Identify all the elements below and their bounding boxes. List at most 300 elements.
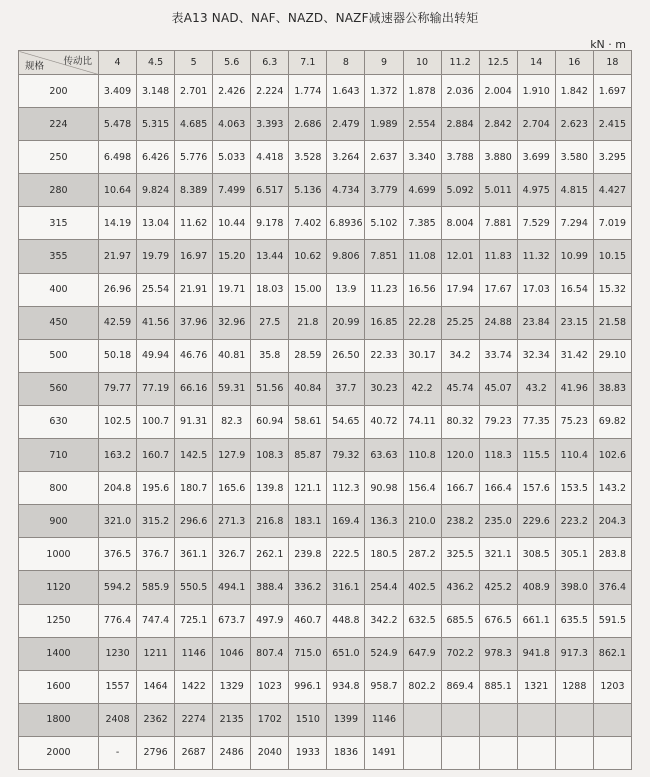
- torque-value-cell: 1146: [175, 637, 213, 670]
- torque-value-cell: 22.28: [403, 306, 441, 339]
- table-row: [19, 637, 632, 670]
- torque-value-cell: 79.77: [99, 372, 137, 405]
- torque-value-cell: 27.5: [251, 306, 289, 339]
- torque-value-cell: 2486: [213, 736, 251, 769]
- torque-value-cell: 308.5: [517, 538, 555, 571]
- torque-value-cell: 376.7: [137, 538, 175, 571]
- spec-cell: 1000: [19, 538, 99, 571]
- spec-cell: 710: [19, 439, 99, 472]
- torque-value-cell: 585.9: [137, 571, 175, 604]
- torque-value-cell: 10.44: [213, 207, 251, 240]
- spec-cell: 1250: [19, 604, 99, 637]
- torque-value-cell: 2362: [137, 703, 175, 736]
- spec-cell: 280: [19, 174, 99, 207]
- table-row: [19, 538, 632, 571]
- spec-cell: 200: [19, 75, 99, 108]
- torque-value-cell: 2.415: [593, 108, 631, 141]
- torque-value-cell: 5.776: [175, 141, 213, 174]
- torque-value-cell: 24.88: [479, 306, 517, 339]
- header-corner-cell: [19, 51, 99, 75]
- torque-value-cell: [441, 703, 479, 736]
- torque-value-cell: 5.092: [441, 174, 479, 207]
- spec-cell: 450: [19, 306, 99, 339]
- torque-value-cell: 30.17: [403, 339, 441, 372]
- torque-value-cell: 1510: [289, 703, 327, 736]
- torque-value-cell: 210.0: [403, 505, 441, 538]
- torque-value-cell: 676.5: [479, 604, 517, 637]
- torque-value-cell: 10.15: [593, 240, 631, 273]
- ratio-header-cell: 11.2: [441, 51, 479, 75]
- torque-value-cell: 32.96: [213, 306, 251, 339]
- torque-value-cell: 183.1: [289, 505, 327, 538]
- spec-cell: 250: [19, 141, 99, 174]
- table-row: [19, 339, 632, 372]
- table-row: [19, 174, 632, 207]
- torque-value-cell: 17.03: [517, 273, 555, 306]
- torque-value-cell: 25.25: [441, 306, 479, 339]
- torque-value-cell: 2.426: [213, 75, 251, 108]
- torque-value-cell: 15.00: [289, 273, 327, 306]
- torque-value-cell: 594.2: [99, 571, 137, 604]
- torque-value-cell: 13.9: [327, 273, 365, 306]
- spec-cell: 630: [19, 405, 99, 438]
- torque-value-cell: 9.178: [251, 207, 289, 240]
- torque-value-cell: 316.1: [327, 571, 365, 604]
- torque-value-cell: 2.224: [251, 75, 289, 108]
- ratio-header-cell: 4.5: [137, 51, 175, 75]
- ratio-header-cell: 5.6: [213, 51, 251, 75]
- spec-cell: 1400: [19, 637, 99, 670]
- torque-value-cell: 7.499: [213, 174, 251, 207]
- table-row: [19, 571, 632, 604]
- torque-value-cell: 3.409: [99, 75, 137, 108]
- torque-value-cell: 5.136: [289, 174, 327, 207]
- torque-value-cell: 3.340: [403, 141, 441, 174]
- torque-value-cell: 254.4: [365, 571, 403, 604]
- torque-value-cell: 2.637: [365, 141, 403, 174]
- torque-value-cell: 1.774: [289, 75, 327, 108]
- spec-cell: 560: [19, 372, 99, 405]
- torque-value-cell: 51.56: [251, 372, 289, 405]
- torque-value-cell: 6.8936: [327, 207, 365, 240]
- torque-value-cell: 1422: [175, 670, 213, 703]
- torque-value-cell: [517, 703, 555, 736]
- torque-value-cell: 26.96: [99, 273, 137, 306]
- torque-value-cell: 222.5: [327, 538, 365, 571]
- torque-value-cell: 336.2: [289, 571, 327, 604]
- torque-value-cell: 958.7: [365, 670, 403, 703]
- torque-value-cell: 19.71: [213, 273, 251, 306]
- torque-value-cell: 40.81: [213, 339, 251, 372]
- torque-value-cell: 40.84: [289, 372, 327, 405]
- torque-value-cell: [555, 703, 593, 736]
- ratio-header-cell: 16: [555, 51, 593, 75]
- torque-value-cell: 1023: [251, 670, 289, 703]
- torque-value-cell: 12.01: [441, 240, 479, 273]
- torque-value-cell: 283.8: [593, 538, 631, 571]
- torque-value-cell: 1.989: [365, 108, 403, 141]
- table-row: [19, 472, 632, 505]
- spec-header-label: 规格: [25, 61, 45, 72]
- unit-label: kN · m: [590, 38, 626, 51]
- torque-value-cell: 1.697: [593, 75, 631, 108]
- torque-value-cell: 46.76: [175, 339, 213, 372]
- ratio-header-cell: 6.3: [251, 51, 289, 75]
- torque-value-cell: 635.5: [555, 604, 593, 637]
- torque-value-cell: 2.704: [517, 108, 555, 141]
- torque-value-cell: 2135: [213, 703, 251, 736]
- torque-value-cell: 21.8: [289, 306, 327, 339]
- torque-value-cell: 69.82: [593, 405, 631, 438]
- torque-value-cell: 941.8: [517, 637, 555, 670]
- torque-value-cell: 85.87: [289, 439, 327, 472]
- torque-value-cell: 448.8: [327, 604, 365, 637]
- torque-value-cell: 2.623: [555, 108, 593, 141]
- torque-value-cell: 1146: [365, 703, 403, 736]
- torque-value-cell: 10.62: [289, 240, 327, 273]
- torque-value-cell: 1.878: [403, 75, 441, 108]
- torque-value-cell: 166.7: [441, 472, 479, 505]
- torque-value-cell: 239.8: [289, 538, 327, 571]
- torque-value-cell: 21.58: [593, 306, 631, 339]
- torque-value-cell: 59.31: [213, 372, 251, 405]
- torque-value-cell: 35.8: [251, 339, 289, 372]
- torque-value-cell: 223.2: [555, 505, 593, 538]
- torque-value-cell: 49.94: [137, 339, 175, 372]
- torque-value-cell: 42.2: [403, 372, 441, 405]
- torque-value-cell: 16.85: [365, 306, 403, 339]
- torque-value-cell: 229.6: [517, 505, 555, 538]
- torque-value-cell: 37.7: [327, 372, 365, 405]
- torque-value-cell: 2.554: [403, 108, 441, 141]
- torque-value-cell: 139.8: [251, 472, 289, 505]
- torque-value-cell: 32.34: [517, 339, 555, 372]
- spec-cell: 1600: [19, 670, 99, 703]
- torque-value-cell: 75.23: [555, 405, 593, 438]
- torque-value-cell: 321.1: [479, 538, 517, 571]
- torque-value-cell: 7.402: [289, 207, 327, 240]
- torque-value-cell: 3.148: [137, 75, 175, 108]
- spec-cell: 315: [19, 207, 99, 240]
- torque-value-cell: 408.9: [517, 571, 555, 604]
- table-row: [19, 372, 632, 405]
- torque-value-cell: 102.6: [593, 439, 631, 472]
- torque-value-cell: 163.2: [99, 439, 137, 472]
- torque-value-cell: 3.880: [479, 141, 517, 174]
- torque-value-cell: [517, 736, 555, 769]
- torque-value-cell: 934.8: [327, 670, 365, 703]
- torque-value-cell: 9.824: [137, 174, 175, 207]
- torque-value-cell: 136.3: [365, 505, 403, 538]
- torque-value-cell: [403, 736, 441, 769]
- torque-value-cell: 204.3: [593, 505, 631, 538]
- table-title: 表A13 NAD、NAF、NAZD、NAZF减速器公称输出转矩: [171, 11, 479, 25]
- torque-value-cell: 342.2: [365, 604, 403, 637]
- torque-value-cell: 1211: [137, 637, 175, 670]
- torque-value-cell: 79.23: [479, 405, 517, 438]
- torque-value-cell: 4.815: [555, 174, 593, 207]
- torque-value-cell: 5.033: [213, 141, 251, 174]
- ratio-header-cell: 5: [175, 51, 213, 75]
- torque-value-cell: 685.5: [441, 604, 479, 637]
- torque-value-cell: 180.7: [175, 472, 213, 505]
- torque-value-cell: [555, 736, 593, 769]
- torque-value-cell: 90.98: [365, 472, 403, 505]
- torque-value-cell: 3.580: [555, 141, 593, 174]
- torque-value-cell: 216.8: [251, 505, 289, 538]
- torque-value-cell: 37.96: [175, 306, 213, 339]
- spec-cell: 800: [19, 472, 99, 505]
- table-row: [19, 405, 632, 438]
- torque-value-cell: 2.479: [327, 108, 365, 141]
- torque-value-cell: 108.3: [251, 439, 289, 472]
- torque-value-cell: 160.7: [137, 439, 175, 472]
- torque-value-cell: 271.3: [213, 505, 251, 538]
- torque-value-cell: 60.94: [251, 405, 289, 438]
- torque-value-cell: 702.2: [441, 637, 479, 670]
- torque-value-cell: 1329: [213, 670, 251, 703]
- torque-value-cell: 11.83: [479, 240, 517, 273]
- torque-value-cell: 66.16: [175, 372, 213, 405]
- torque-value-cell: 33.74: [479, 339, 517, 372]
- spec-cell: 224: [19, 108, 99, 141]
- torque-value-cell: 20.99: [327, 306, 365, 339]
- torque-value-cell: 115.5: [517, 439, 555, 472]
- torque-value-cell: 22.33: [365, 339, 403, 372]
- torque-table: [18, 50, 632, 770]
- torque-value-cell: 917.3: [555, 637, 593, 670]
- torque-value-cell: 647.9: [403, 637, 441, 670]
- torque-value-cell: 1230: [99, 637, 137, 670]
- ratio-header-cell: 12.5: [479, 51, 517, 75]
- torque-value-cell: 1.643: [327, 75, 365, 108]
- torque-value-cell: 10.64: [99, 174, 137, 207]
- torque-value-cell: 3.788: [441, 141, 479, 174]
- torque-value-cell: 11.32: [517, 240, 555, 273]
- table-row: [19, 207, 632, 240]
- torque-value-cell: 1933: [289, 736, 327, 769]
- torque-value-cell: 978.3: [479, 637, 517, 670]
- torque-value-cell: 38.83: [593, 372, 631, 405]
- torque-value-cell: 1836: [327, 736, 365, 769]
- torque-value-cell: 673.7: [213, 604, 251, 637]
- torque-value-cell: 19.79: [137, 240, 175, 273]
- torque-value-cell: 26.50: [327, 339, 365, 372]
- torque-value-cell: 4.734: [327, 174, 365, 207]
- torque-value-cell: 112.3: [327, 472, 365, 505]
- torque-value-cell: 651.0: [327, 637, 365, 670]
- torque-value-cell: 869.4: [441, 670, 479, 703]
- torque-value-cell: 23.84: [517, 306, 555, 339]
- torque-value-cell: 7.019: [593, 207, 631, 240]
- table-row: [19, 670, 632, 703]
- torque-value-cell: 436.2: [441, 571, 479, 604]
- torque-value-cell: [479, 703, 517, 736]
- torque-value-cell: 28.59: [289, 339, 327, 372]
- torque-value-cell: 120.0: [441, 439, 479, 472]
- torque-value-cell: 16.56: [403, 273, 441, 306]
- torque-value-cell: 31.42: [555, 339, 593, 372]
- torque-value-cell: 6.426: [137, 141, 175, 174]
- ratio-header-cell: 14: [517, 51, 555, 75]
- torque-value-cell: 142.5: [175, 439, 213, 472]
- torque-value-cell: 1702: [251, 703, 289, 736]
- torque-value-cell: 41.96: [555, 372, 593, 405]
- torque-value-cell: 996.1: [289, 670, 327, 703]
- torque-value-cell: 321.0: [99, 505, 137, 538]
- ratio-header-cell: 7.1: [289, 51, 327, 75]
- torque-value-cell: 315.2: [137, 505, 175, 538]
- torque-value-cell: 524.9: [365, 637, 403, 670]
- torque-value-cell: 1.372: [365, 75, 403, 108]
- torque-value-cell: 41.56: [137, 306, 175, 339]
- torque-value-cell: 388.4: [251, 571, 289, 604]
- table-row: [19, 505, 632, 538]
- torque-value-cell: 661.1: [517, 604, 555, 637]
- table-row: [19, 439, 632, 472]
- torque-value-cell: 58.61: [289, 405, 327, 438]
- torque-value-cell: 11.23: [365, 273, 403, 306]
- torque-value-cell: 156.4: [403, 472, 441, 505]
- table-row: [19, 273, 632, 306]
- torque-value-cell: 180.5: [365, 538, 403, 571]
- torque-value-cell: 305.1: [555, 538, 593, 571]
- torque-value-cell: 25.54: [137, 273, 175, 306]
- torque-value-cell: 235.0: [479, 505, 517, 538]
- torque-value-cell: 1203: [593, 670, 631, 703]
- spec-cell: 900: [19, 505, 99, 538]
- torque-value-cell: 2.004: [479, 75, 517, 108]
- torque-value-cell: 325.5: [441, 538, 479, 571]
- torque-value-cell: 91.31: [175, 405, 213, 438]
- torque-value-cell: 7.294: [555, 207, 593, 240]
- torque-value-cell: 10.99: [555, 240, 593, 273]
- torque-value-cell: 3.779: [365, 174, 403, 207]
- torque-value-cell: [593, 736, 631, 769]
- torque-value-cell: 3.295: [593, 141, 631, 174]
- torque-value-cell: 3.528: [289, 141, 327, 174]
- spec-cell: 2000: [19, 736, 99, 769]
- torque-value-cell: 5.478: [99, 108, 137, 141]
- torque-value-cell: 14.19: [99, 207, 137, 240]
- torque-value-cell: 376.4: [593, 571, 631, 604]
- torque-value-cell: 4.685: [175, 108, 213, 141]
- torque-value-cell: 11.08: [403, 240, 441, 273]
- torque-value-cell: 110.4: [555, 439, 593, 472]
- torque-value-cell: [593, 703, 631, 736]
- header-row: [19, 51, 632, 75]
- torque-value-cell: 376.5: [99, 538, 137, 571]
- torque-value-cell: 2.686: [289, 108, 327, 141]
- spec-cell: 500: [19, 339, 99, 372]
- torque-value-cell: 40.72: [365, 405, 403, 438]
- torque-value-cell: 425.2: [479, 571, 517, 604]
- torque-value-cell: 143.2: [593, 472, 631, 505]
- torque-value-cell: 77.19: [137, 372, 175, 405]
- ratio-header-cell: 4: [99, 51, 137, 75]
- torque-value-cell: 3.699: [517, 141, 555, 174]
- torque-value-cell: 45.74: [441, 372, 479, 405]
- torque-value-cell: 7.851: [365, 240, 403, 273]
- spec-cell: 1800: [19, 703, 99, 736]
- torque-value-cell: 287.2: [403, 538, 441, 571]
- torque-value-cell: 1491: [365, 736, 403, 769]
- torque-value-cell: 2687: [175, 736, 213, 769]
- torque-value-cell: 4.063: [213, 108, 251, 141]
- torque-value-cell: 2.842: [479, 108, 517, 141]
- torque-value-cell: 2408: [99, 703, 137, 736]
- torque-value-cell: 632.5: [403, 604, 441, 637]
- torque-value-cell: 118.3: [479, 439, 517, 472]
- torque-value-cell: 166.4: [479, 472, 517, 505]
- torque-value-cell: 1.842: [555, 75, 593, 108]
- ratio-header-label: 传动比: [63, 56, 92, 67]
- torque-value-cell: 195.6: [137, 472, 175, 505]
- torque-value-cell: 15.20: [213, 240, 251, 273]
- torque-value-cell: 7.529: [517, 207, 555, 240]
- torque-value-cell: 715.0: [289, 637, 327, 670]
- table-row: [19, 703, 632, 736]
- torque-value-cell: 23.15: [555, 306, 593, 339]
- torque-value-cell: 1288: [555, 670, 593, 703]
- torque-value-cell: 591.5: [593, 604, 631, 637]
- torque-value-cell: 725.1: [175, 604, 213, 637]
- ratio-header-cell: 10: [403, 51, 441, 75]
- torque-value-cell: 7.385: [403, 207, 441, 240]
- torque-value-cell: -: [99, 736, 137, 769]
- table-row: [19, 141, 632, 174]
- torque-value-cell: [441, 736, 479, 769]
- torque-value-cell: 9.806: [327, 240, 365, 273]
- torque-value-cell: 6.498: [99, 141, 137, 174]
- torque-value-cell: 165.6: [213, 472, 251, 505]
- torque-value-cell: 2274: [175, 703, 213, 736]
- torque-value-cell: 43.2: [517, 372, 555, 405]
- table-row: [19, 240, 632, 273]
- torque-value-cell: 238.2: [441, 505, 479, 538]
- table-row: [19, 736, 632, 769]
- torque-value-cell: 1321: [517, 670, 555, 703]
- torque-value-cell: 2040: [251, 736, 289, 769]
- torque-value-cell: 2.036: [441, 75, 479, 108]
- torque-value-cell: [479, 736, 517, 769]
- table-row: [19, 75, 632, 108]
- torque-value-cell: 361.1: [175, 538, 213, 571]
- torque-value-cell: 4.975: [517, 174, 555, 207]
- torque-value-cell: 18.03: [251, 273, 289, 306]
- torque-value-cell: 8.004: [441, 207, 479, 240]
- spec-cell: 400: [19, 273, 99, 306]
- torque-value-cell: 204.8: [99, 472, 137, 505]
- torque-value-cell: 79.32: [327, 439, 365, 472]
- spec-cell: 1120: [19, 571, 99, 604]
- torque-value-cell: 110.8: [403, 439, 441, 472]
- torque-value-cell: 885.1: [479, 670, 517, 703]
- torque-value-cell: 1399: [327, 703, 365, 736]
- torque-value-cell: 63.63: [365, 439, 403, 472]
- torque-value-cell: 100.7: [137, 405, 175, 438]
- torque-value-cell: 296.6: [175, 505, 213, 538]
- torque-value-cell: 153.5: [555, 472, 593, 505]
- torque-value-cell: 11.62: [175, 207, 213, 240]
- torque-value-cell: 5.011: [479, 174, 517, 207]
- torque-value-cell: 7.881: [479, 207, 517, 240]
- ratio-header-cell: 18: [593, 51, 631, 75]
- torque-value-cell: 1464: [137, 670, 175, 703]
- torque-value-cell: 747.4: [137, 604, 175, 637]
- torque-value-cell: 5.315: [137, 108, 175, 141]
- torque-value-cell: 13.44: [251, 240, 289, 273]
